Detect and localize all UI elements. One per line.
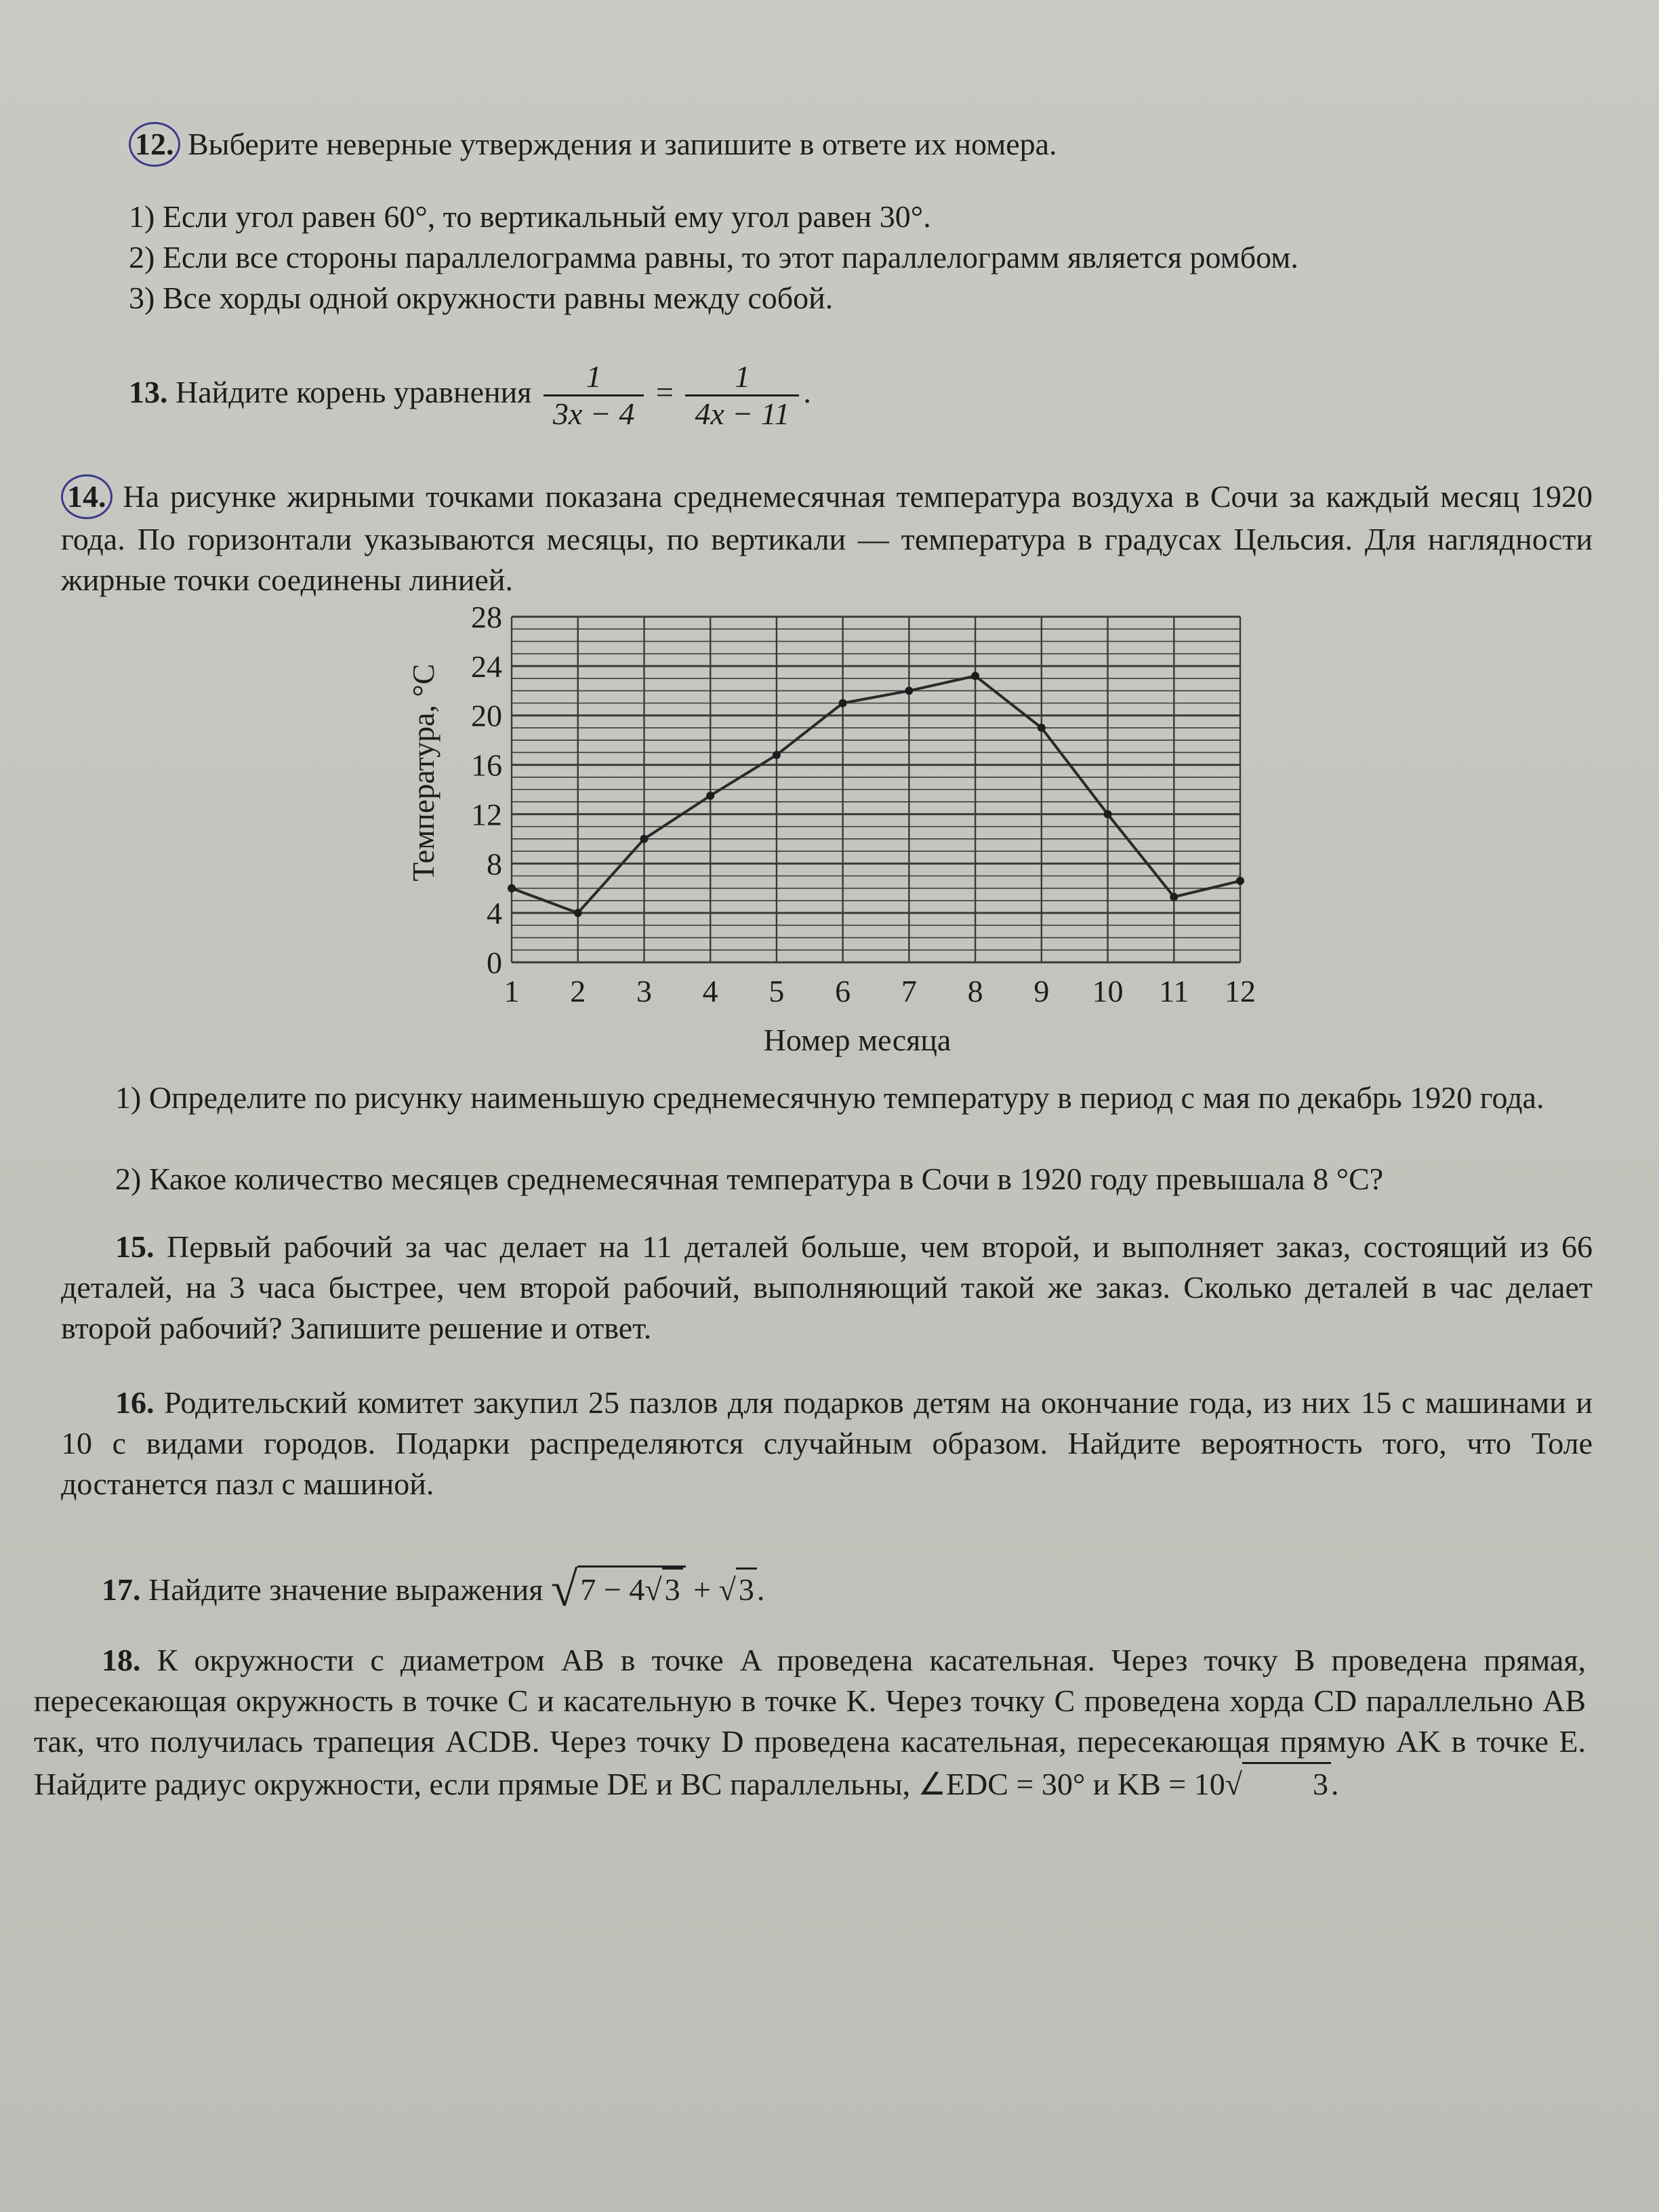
data-point [839, 699, 847, 708]
q16-text: Родительский комитет закупил 25 пазлов для подарков детям на окончание года, из них 15 с машинами и 10 с видами городов. Подарки распределяются случайным образом. Найдите вероятность того, что Толе достанется пазл с машиной. [61, 1385, 1593, 1501]
q13-number: 13. [129, 375, 168, 410]
data-point [1038, 724, 1046, 732]
q17-inner-root: 3 [662, 1568, 683, 1610]
q12-item-3: 3) Все хорды одной окружности равны между собой. [129, 281, 834, 315]
data-point [1170, 893, 1178, 901]
q13-rhs-fraction [685, 359, 799, 432]
y-tick-label: 0 [487, 945, 502, 980]
data-point [706, 792, 714, 800]
q12-prompt: Выберите неверные утверждения и запишите в ответе их номера. [188, 127, 1057, 161]
q14-statement [61, 474, 1593, 600]
data-point [971, 672, 979, 680]
q18-text: К окружности с диаметром AB в точке A проведена касательная. Через точку B проведена прямая, пересекающая окружность в точке C и касательную в точке K. Через точку C проведена хорда CD параллельно AB так, что получилась трапеция ACDB. Через точку D проведена касательная, пересекающая прямую AK в точке E. Найдите радиус окружности, если прямые DE и BC параллельны, [34, 1643, 1586, 1801]
q13-lhs-fraction [544, 359, 644, 432]
data-point [574, 909, 582, 917]
q12-item-2: 2) Если все стороны параллелограмма равны, то этот параллелограмм является ромбом. [129, 240, 1298, 274]
x-tick-label: 11 [1159, 974, 1189, 1008]
x-tick-label: 3 [636, 974, 652, 1008]
x-tick-label: 4 [702, 974, 718, 1008]
y-tick-label: 24 [471, 649, 502, 684]
chart-y-ticks [471, 600, 502, 980]
q13-lhs-denominator: 3x − 4 [552, 396, 635, 431]
q17-number: 17. [102, 1572, 141, 1607]
data-point [640, 835, 648, 843]
q16-statement [61, 1382, 1593, 1504]
x-tick-label: 8 [967, 974, 983, 1008]
y-tick-label: 8 [487, 846, 502, 882]
data-point [1104, 810, 1112, 818]
q15-text: Первый рабочий за час делает на 11 деталей больше, чем второй, и выполняет заказ, состоящий из 66 деталей, на 3 часа быстрее, чем второй рабочий, выполняющий такой же заказ. Сколько деталей в час делает второй рабочий? Запишите решение и ответ. [61, 1229, 1593, 1345]
q17-plus: + [693, 1572, 712, 1607]
x-tick-label: 5 [769, 974, 785, 1008]
y-tick-label: 28 [471, 600, 502, 634]
y-tick-label: 16 [471, 747, 502, 783]
x-tick-label: 9 [1033, 974, 1050, 1008]
radical-icon: √ [644, 1572, 662, 1607]
temperature-chart [393, 596, 1376, 1071]
q18-statement [34, 1640, 1586, 1805]
q14-sub-2: 2) Какое количество месяцев среднемесячная температура в Сочи в 1920 году превышала 8 °С? [115, 1162, 1384, 1196]
q18-number: 18. [102, 1643, 141, 1677]
y-tick-label: 20 [471, 698, 502, 733]
q14-text: На рисунке жирными точками показана среднемесячная температура воздуха в Сочи за каждый месяц 1920 года. По горизонтали указываются месяцы, по вертикали — температура в градусах Цельсия. Для наглядности жирные точки соединены линией. [61, 479, 1593, 597]
y-axis-label: Температура, °С [406, 663, 441, 882]
chart-points [508, 672, 1244, 917]
q14-sub-1: 1) Определите по рисунку наименьшую среднемесячную температуру в период с мая по декабрь 1920 года. [115, 1080, 1544, 1115]
data-point [773, 751, 781, 759]
chart-x-ticks [504, 974, 1256, 1008]
q13-end: . [803, 375, 811, 410]
radical-icon: √ [550, 1562, 578, 1616]
data-point [905, 687, 913, 695]
q12-prompt-line [129, 122, 1057, 167]
y-tick-label: 4 [487, 896, 502, 931]
x-tick-label: 7 [901, 974, 917, 1008]
q13-equals: = [655, 375, 674, 410]
series-line [512, 676, 1240, 913]
radical-icon: √ [718, 1572, 736, 1607]
q18-last: ∠EDC = 30° и KB = 10 [918, 1767, 1225, 1801]
data-point [508, 884, 516, 893]
q17-outer-root [577, 1565, 685, 1610]
q15-number: 15. [115, 1229, 155, 1264]
q17-prompt: Найдите значение выражения [148, 1572, 544, 1607]
q17-line [102, 1562, 765, 1616]
q18-end: . [1330, 1767, 1339, 1801]
x-tick-label: 6 [835, 974, 851, 1008]
q18-root: 3 [1242, 1762, 1331, 1805]
q12-item-1: 1) Если угол равен 60°, то вертикальный ему угол равен 30°. [129, 199, 931, 234]
q13-rhs-denominator: 4x − 11 [695, 396, 790, 431]
q12-number: 12. [129, 122, 180, 167]
y-tick-label: 12 [471, 797, 502, 832]
q13-prompt: Найдите корень уравнения [176, 375, 532, 410]
radical-icon: √ [1225, 1767, 1242, 1801]
q13-lhs-numerator: 1 [544, 359, 644, 396]
q17-end: . [756, 1572, 765, 1607]
q17-root2: 3 [736, 1568, 757, 1610]
x-tick-label: 10 [1092, 974, 1124, 1008]
x-axis-label: Номер месяца [763, 1023, 951, 1057]
q13-line [129, 359, 811, 432]
q15-statement [61, 1227, 1593, 1349]
chart-grid [512, 617, 1240, 962]
q16-number: 16. [115, 1385, 155, 1420]
q14-number: 14. [61, 474, 112, 519]
x-tick-label: 2 [570, 974, 586, 1008]
q13-rhs-numerator: 1 [685, 359, 799, 396]
data-point [1236, 877, 1244, 885]
x-tick-label: 12 [1225, 974, 1256, 1008]
x-tick-label: 1 [504, 974, 520, 1008]
q17-inner: 7 − 4 [580, 1572, 645, 1607]
